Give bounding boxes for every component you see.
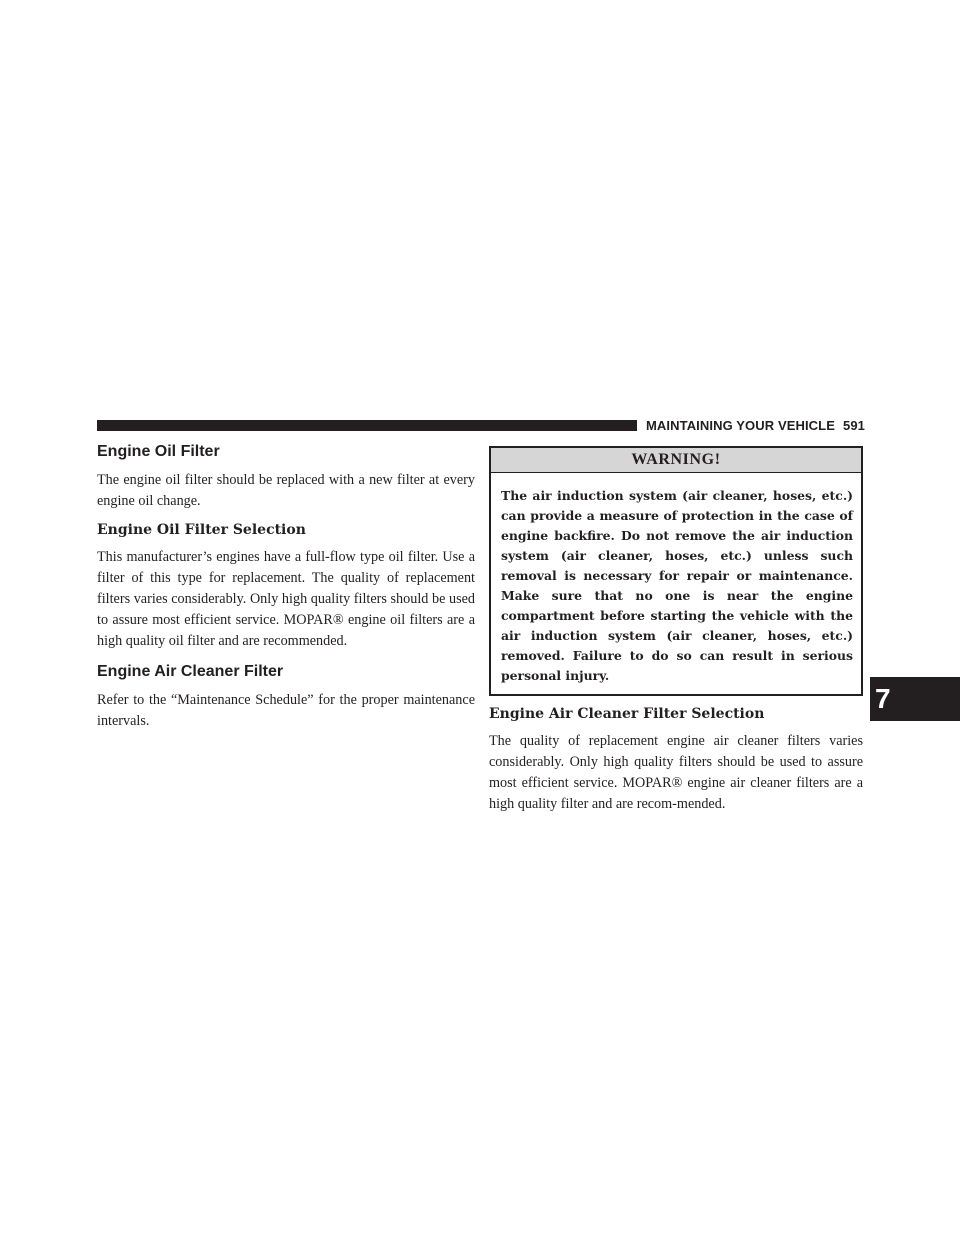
oil-filter-heading: Engine Oil Filter: [97, 443, 220, 460]
air-cleaner-paragraph: Refer to the “Maintenance Schedule” for the proper maintenance intervals.: [97, 692, 475, 729]
warning-text: The air induction system (air cleaner, hoses, etc.) can provide a measure of protection in the case of engine backfire. Do not remove the air induction system (air cleaner, hoses, etc.) unless such removal is necessary for repair or maintenance. Make sure that no one is near the engine compartment before starting the vehicle with the air induction system (air cleaner, hoses, etc.) removed. Failure to do so can result in serious personal injury.: [501, 488, 853, 683]
left-column: [97, 441, 475, 732]
section-title: MAINTAINING YOUR VEHICLE: [646, 418, 835, 433]
page-number: 591: [842, 418, 865, 433]
warning-box: [489, 446, 863, 696]
air-cleaner-selection-heading: Engine Air Cleaner Filter Selection: [489, 706, 765, 722]
oil-filter-selection-heading: Engine Oil Filter Selection: [97, 522, 306, 538]
header-rule: [97, 420, 637, 431]
air-cleaner-heading: Engine Air Cleaner Filter: [97, 663, 284, 680]
running-head: [646, 417, 864, 434]
right-column: [489, 446, 863, 815]
oil-filter-selection-paragraph: This manufacturer’s engines have a full-flow type oil filter. Use a filter of this type for replacement. The quality of replacement filters varies considerably. Only high quality filters should be used to assure most efficient service. MOPAR® engine oil filters are a high quality oil filter and are recommended.: [97, 549, 475, 649]
chapter-tab: 7: [870, 677, 960, 721]
warning-title: WARNING!: [491, 448, 861, 473]
oil-filter-paragraph: The engine oil filter should be replaced with a new filter at every engine oil change.: [97, 472, 475, 509]
air-cleaner-selection-paragraph: The quality of replacement engine air cleaner filters varies considerably. Only high quality filters should be used to assure most efficient service. MOPAR® engine air cleaner filters are a high quality filter and are recom-mended.: [489, 733, 863, 812]
